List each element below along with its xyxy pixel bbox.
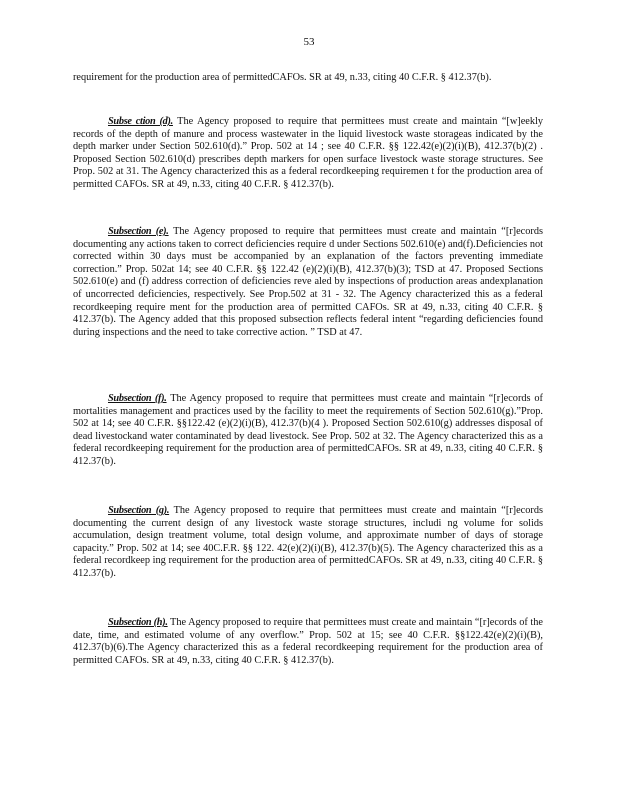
subsection-heading: Subse ction (d). [108,116,173,127]
paragraph-text: requirement for the production area of permittedCAFOs. SR at 49, n.33, citing 40 C.F.R. § 412.37(b). [73,72,492,83]
paragraph-text: The Agency proposed to require that permittees must create and maintain “[r]ecords of the date, time, and estimated volume of any overflow.” Prop. 502 at 15; see 40 C.F.R. §§122.42(e)(2)(i)(B), 412.37(b)(6).The Agency characterized this as a federal recordkeeping requirement for the production area of permitted CAFOs. SR at 49, n.33, citing 40 C.F.R. § 412.37(b). [73,617,543,666]
paragraph-text: The Agency proposed to require that permittees must create and maintain “[r]ecords documenting any actions taken to correct deficiencies require d under Sections 502.610(e) and(f).Deficiencies not corrected within 30 days must be accompanied by an explanation of the factors preventing immediate correction.” Prop. 502at 14; see 40 C.F.R. §§ 122.42 (e)(2)(i)(B), 412.37(b)(3); TSD at 47. Proposed Sections 502.610(e) and (f) address correction of deficiencies reve aled by inspections of production areas andexplanation of uncorrected deficiencies, respectively. See Prop.502 at 31 - 32. The Agency characterized this as a federal recordkeeping require ment for the production area of permitted CAFOs. SR at 49, n.33, citing 40 C.F.R. § 412.37(b). The Agency added that this proposed subsection reflects federal intent “regarding deficiencies found during inspections and the need to take corrective action. ” TSD at 47. [73,226,543,338]
subsection-heading: Subsection (h). [108,617,168,628]
paragraph-text: The Agency proposed to require that permittees must create and maintain “[w]eekly records of the depth of manure and process wastewater in the liquid livestock waste storageas indicated by the depth marker under Section 502.610(d).” Prop. 502 at 14 ; see 40 C.F.R. §§ 122.42(e)(2)(i)(B), 412.37(b)(2) . Proposed Section 502.610(d) prescribes depth markers for open surface livestock waste storage structures. See Prop. 502 at 31. The Agency characterized this as a federal recordkeeping requiremen t for the production area of permitted CAFOs. SR at 49, n.33, citing 40 C.F.R. § 412.37(b). [73,116,543,190]
paragraph-subsection-d [73,116,543,192]
paragraph-subsection-h [73,617,543,667]
subsection-heading: Subsection (g). [108,505,170,516]
paragraph-text: The Agency proposed to require that permittees must create and maintain “[r]ecords of mortalities management and practices used by the facility to meet the requirements of Section 502.610(g).”Prop. 502 at 14; see 40 C.F.R. §§122.42 (e)(2)(i)(B), 412.37(b)(4 ). Proposed Section 502.610(g) addresses disposal of dead livestockand water contaminated by dead livestock. See Prop. 502 at 32. The Agency characterized this as a federal recordkeeping requirement for the production area of permittedCAFOs. SR at 49, n.33, citing 40 C.F.R. § 412.37(b). [73,393,543,467]
paragraph-subsection-e [73,226,543,339]
page-number: 53 [303,36,315,48]
subsection-heading: Subsection (f). [108,393,167,404]
paragraph-text: The Agency proposed to require that permittees must create and maintain “[r]ecords documenting the current design of any livestock waste storage structures, includi ng volume for solids accumulation, design treatment volume, total design volume, and approximate number of days of storage capacity.” Prop. 502 at 14; see 40C.F.R. §§ 122. 42(e)(2)(i)(B), 412.37(b)(5). The Agency characterized this as a federal recordkeep ing requirement for the production area of permittedCAFOs. SR at 49, n.33, citing 40 C.F.R. § 412.37(b). [73,505,543,579]
paragraph-subsection-g [73,505,543,581]
paragraph-continuation [73,72,543,85]
paragraph-subsection-f [73,393,543,469]
subsection-heading: Subsection (e). [108,226,169,237]
